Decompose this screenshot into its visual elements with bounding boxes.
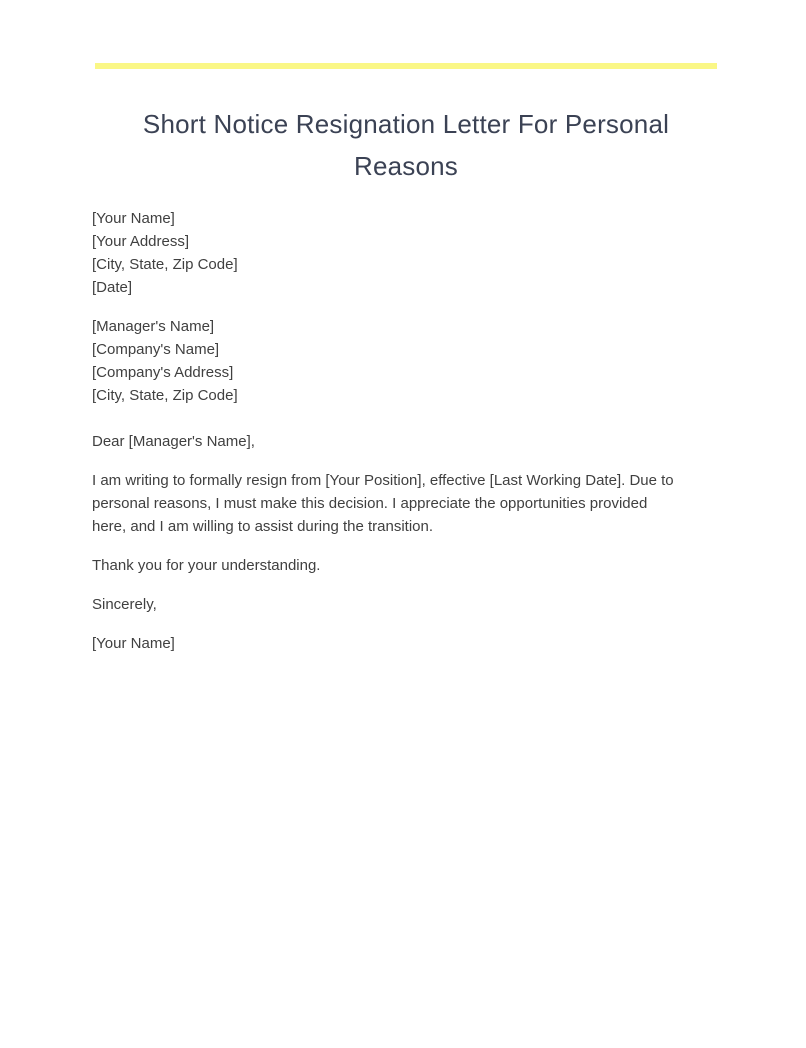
sender-name-line: [Your Name]: [92, 210, 175, 227]
letter-body: [92, 207, 684, 655]
company-address-line: [Company's Address]: [92, 364, 234, 381]
accent-bar: [95, 63, 717, 69]
sender-address-line: [Your Address]: [92, 233, 190, 250]
page-title: Short Notice Resignation Letter For Personal Reasons: [142, 109, 670, 181]
signature-name: [Your Name]: [92, 635, 175, 652]
sign-off: Sincerely,: [92, 596, 157, 613]
body-paragraph: I am writing to formally resign from [Your Position], effective [Last Working Date]. Due to personal reasons, I must make this decision. I appreciate the opportunities provided here, and I am willing to assist during the transition.: [92, 472, 674, 535]
company-name-line: [Company's Name]: [92, 341, 220, 358]
gratitude-line: Thank you for your understanding.: [92, 557, 321, 574]
manager-name-line: [Manager's Name]: [92, 318, 215, 335]
sender-city-state-zip-line: [City, State, Zip Code]: [92, 256, 238, 273]
recipient-city-state-zip-line: [City, State, Zip Code]: [92, 387, 238, 404]
sender-address-block: [92, 207, 684, 299]
date-line: [Date]: [92, 279, 133, 296]
salutation: Dear [Manager's Name],: [92, 433, 255, 450]
recipient-address-block: [92, 315, 684, 407]
